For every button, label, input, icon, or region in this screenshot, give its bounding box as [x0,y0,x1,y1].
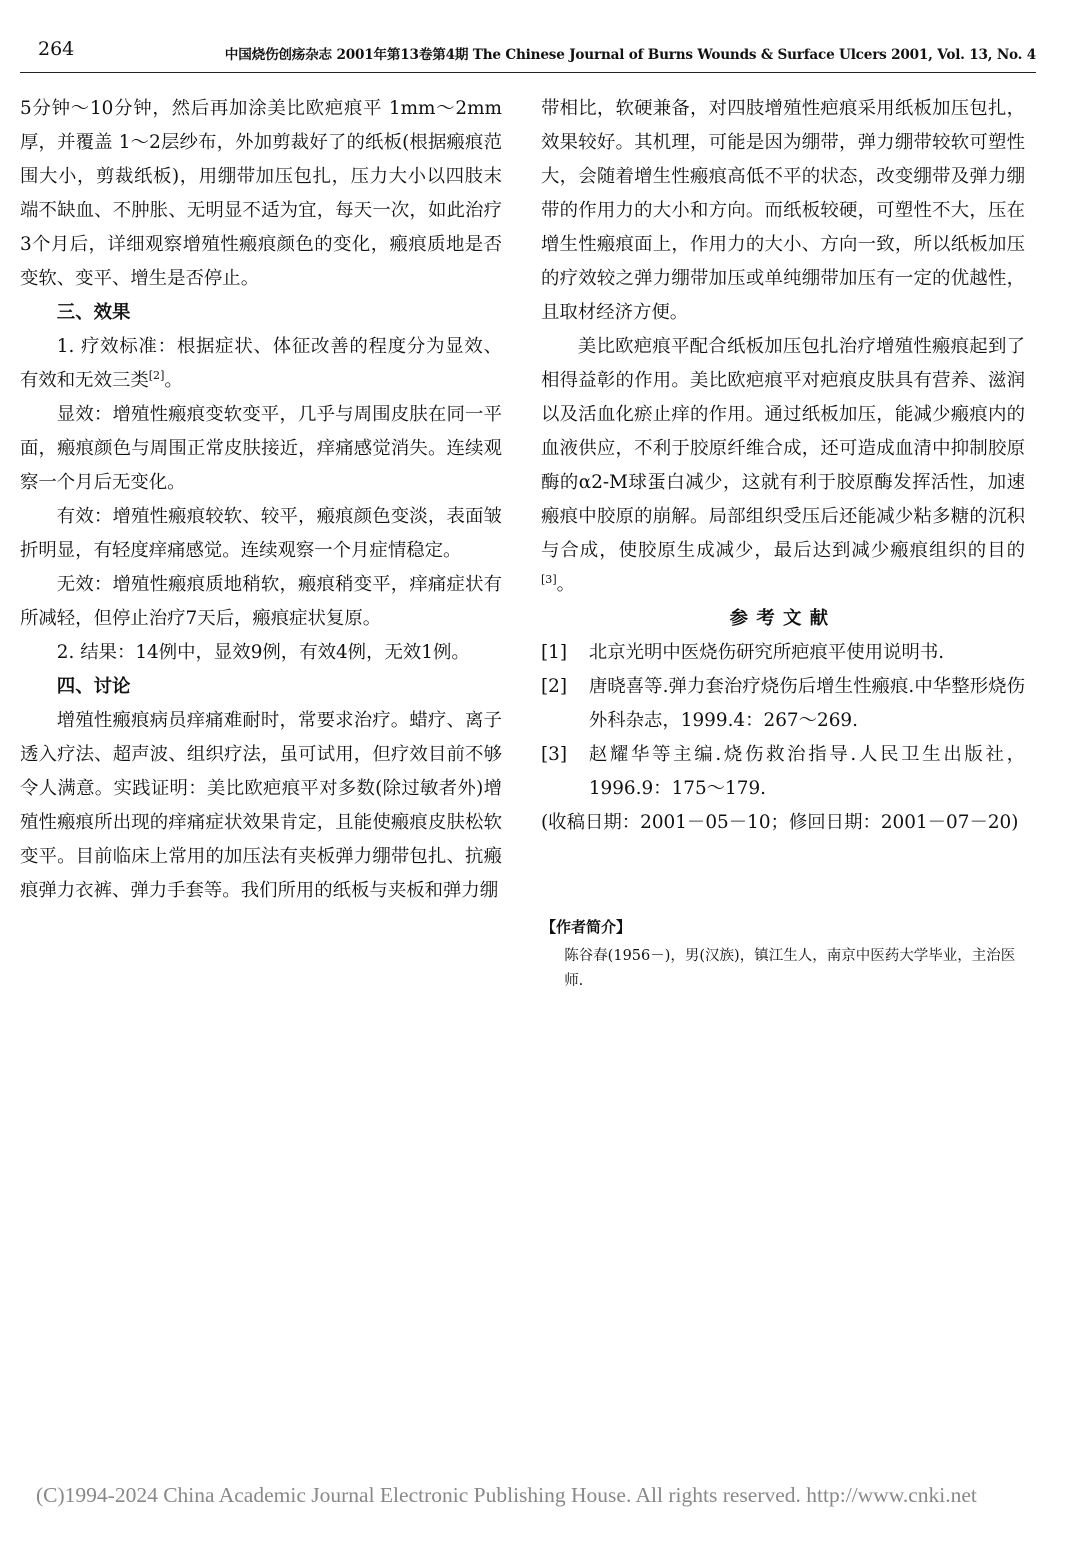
citation-2[interactable]: [2] [148,368,165,382]
reference-item [541,738,1025,806]
page-header [20,38,1036,70]
conclusion-text: 美比欧疤痕平配合纸板加压包扎治疗增殖性瘢痕起到了相得益彰的作用。美比欧疤痕平对疤痕皮肤具有营养、滋润以及活血化瘀止痒的作用。通过纸板加压，能减少瘢痕内的血液供应，不利于胶原纤维合成，还可造成血清中抑制胶原酶的α2-M球蛋白减少，这就有利于胶原酶发挥活性，加速瘢痕中胶原的崩解。局部组织受压后还能减少粘多糖的沉积与合成，使胶原生成减少，最后达到减少瘢痕组织的目的 [541,336,1025,561]
criteria-text: 1. 疗效标准：根据症状、体征改善的程度分为显效、有效和无效三类 [20,336,502,391]
effective-paragraph: 有效：增殖性瘢痕较软、较平，瘢痕颜色变淡，表面皱折明显，有轻度痒痛感觉。连续观察一个月症情稳定。 [20,506,502,561]
discussion-paragraph: 增殖性瘢痕病员痒痛难耐时，常要求治疗。蜡疗、离子透入疗法、超声波、组织疗法，虽可试用，但疗效目前不够令人满意。实践证明：美比欧疤痕平对多数(除过敏者外)增殖性瘢痕所出现的痒痛症状效果肯定，且能使瘢痕皮肤松软变平。目前临床上常用的加压法有夹板弹力绷带包扎、抗瘢痕弹力衣裤、弹力手套等。我们所用的纸板与夹板和弹力绷 [20,710,502,901]
author-bio-text: 陈谷春(1956－)，男(汉族)，镇江生人，南京中医药大学毕业，主治医师. [564,948,1016,989]
criteria-paragraph [20,330,502,398]
reference-text: 赵耀华等主编.烧伤救治指导.人民卫生出版社，1996.9：175～179. [588,744,1025,799]
reference-text: 北京光明中医烧伤研究所疤痕平使用说明书. [588,642,945,663]
section-4-heading: 四、讨论 [56,676,131,697]
reference-text: 唐晓喜等.弹力套治疗烧伤后增生性瘢痕.中华整形烧伤外科杂志，1999.4：267～269. [588,676,1025,731]
reference-number: [1] [541,642,568,663]
criteria-end: 。 [164,370,183,391]
reference-number: [2] [541,676,568,697]
marked-effect-paragraph: 显效：增殖性瘢痕变软变平，几乎与周围皮肤在同一平面，瘢痕颜色与周围正常皮肤接近，痒痛感觉消失。连续观察一个月后无变化。 [20,404,502,493]
references-heading: 参考文献 [729,608,837,629]
right-column [541,92,1025,840]
section-3-heading: 三、效果 [56,302,131,323]
header-rule [20,72,1036,73]
ineffective-paragraph: 无效：增殖性瘢痕质地稍软，瘢痕稍变平，痒痛症状有所减轻，但停止治疗7天后，瘢痕症状复原。 [20,574,502,629]
result-paragraph: 2. 结果：14例中，显效9例，有效4例，无效1例。 [56,642,470,663]
received-dates: (收稿日期：2001－05－10；修回日期：2001－07－20) [541,812,1019,833]
conclusion-end: 。 [556,574,576,595]
conclusion-paragraph [541,330,1025,602]
reference-item [541,670,1025,738]
left-column [20,92,502,908]
journal-running-title: 中国烧伤创疡杂志 2001年第13卷第4期 The Chinese Journal of Burns Wounds & Surface Ulcers 2001, Vol. 13, No. 4 [224,47,1036,63]
citation-3[interactable]: [3] [541,572,557,586]
page-number: 264 [38,38,75,60]
intro-paragraph: 5分钟～10分钟，然后再加涂美比欧疤痕平 1mm～2mm厚，并覆盖 1～2层纱布，外加剪裁好了的纸板(根据瘢痕范围大小，剪裁纸板)，用绷带加压包扎，压力大小以四肢末端不缺血、不肿胀、无明显不适为宜，每天一次，如此治疗3个月后，详细观察增殖性瘢痕颜色的变化，瘢痕质地是否变软、变平、增生是否停止。 [20,98,502,289]
reference-number: [3] [541,744,568,765]
continued-paragraph: 带相比，软硬兼备，对四肢增殖性疤痕采用纸板加压包扎，效果较好。其机理，可能是因为绷带，弹力绷带较软可塑性大，会随着增生性瘢痕高低不平的状态，改变绷带及弹力绷带的作用力的大小和方向。而纸板较硬，可塑性不大，压在增生性瘢痕面上，作用力的大小、方向一致，所以纸板加压的疗效较之弹力绷带加压或单纯绷带加压有一定的优越性，且取材经济方便。 [541,98,1025,323]
author-bio [541,915,1025,994]
reference-item [541,636,1025,670]
author-bio-label: 【作者简介】 [541,918,632,936]
copyright-footer: (C)1994-2024 China Academic Journal Electronic Publishing House. All rights reserved. http://www.cnki.net [36,1483,977,1507]
